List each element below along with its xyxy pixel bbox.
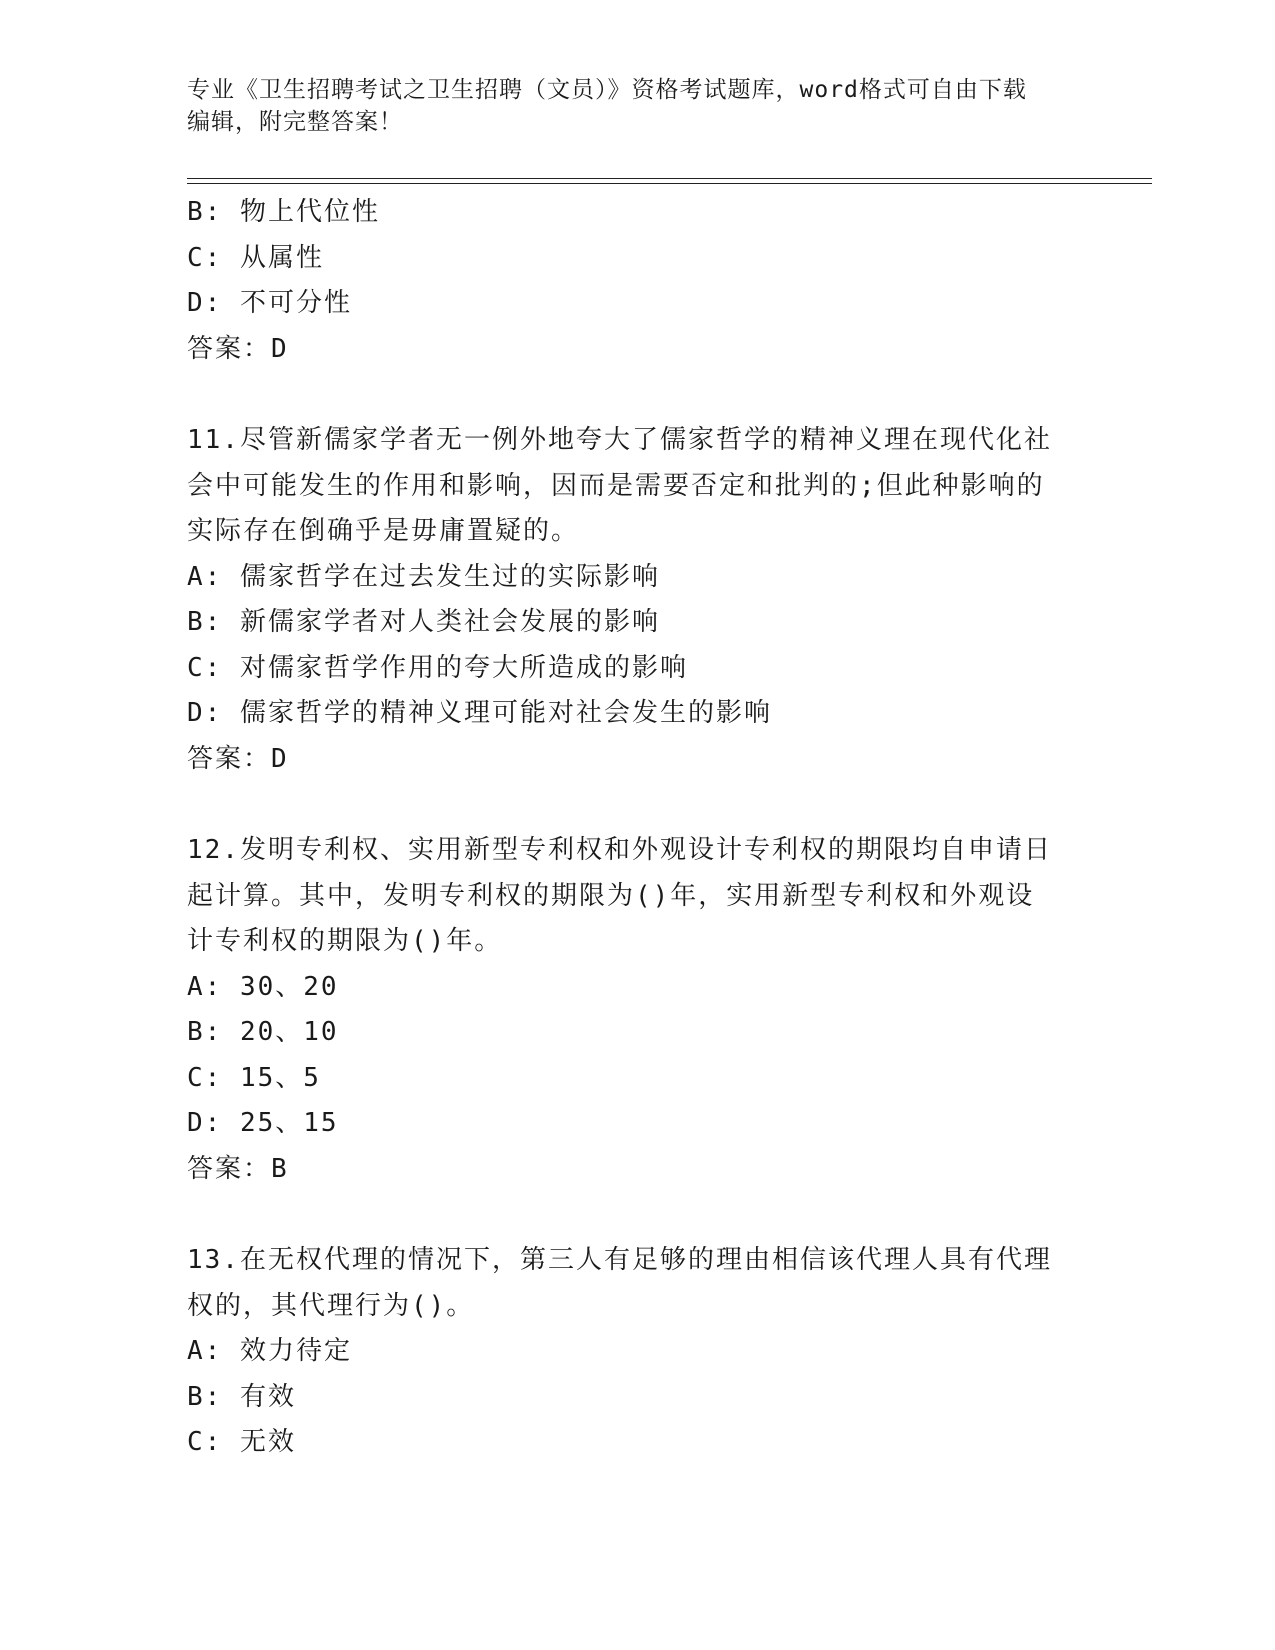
header-divider-top [187,178,1152,179]
header-line-2: 编辑，附完整答案！ [187,109,403,135]
question-text-line: 会中可能发生的作用和影响，因而是需要否定和批判的;但此种影响的 [187,470,1045,501]
question-text-line: 12.发明专利权、实用新型专利权和外观设计专利权的期限均自申请日 [187,835,1052,865]
option-c: C: 15、5 [187,1062,321,1093]
document-body [187,190,1087,1466]
document-header [187,74,1087,138]
question-text-line: 计专利权的期限为()年。 [187,926,503,956]
question-text-line: 权的，其代理行为()。 [187,1290,475,1321]
question-text-line: 实际存在倒确乎是毋庸置疑的。 [187,516,580,546]
option-b: B: 物上代位性 [187,197,380,227]
option-c: C: 无效 [187,1427,296,1457]
option-b: B: 有效 [187,1381,296,1412]
option-d: D: 25、15 [187,1108,339,1138]
answer: 答案：B [187,1153,289,1184]
option-b: B: 新儒家学者对人类社会发展的影响 [187,607,660,637]
option-a: A: 儒家哲学在过去发生过的实际影响 [187,561,660,592]
option-d: D: 儒家哲学的精神义理可能对社会发生的影响 [187,698,772,728]
option-b: B: 20、10 [187,1017,339,1047]
option-c: C: 从属性 [187,242,324,273]
question-11 [187,418,1087,782]
question-10-continuation [187,190,1087,372]
answer: 答案：D [187,743,289,774]
option-a: A: 效力待定 [187,1336,352,1366]
question-text-line: 起计算。其中，发明专利权的期限为()年，实用新型专利权和外观设 [187,880,1035,911]
header-divider-bottom [187,183,1152,184]
question-text-line: 13.在无权代理的情况下，第三人有足够的理由相信该代理人具有代理 [187,1245,1052,1275]
question-13 [187,1238,1087,1466]
answer: 答案：D [187,333,289,364]
question-12 [187,828,1087,1192]
header-line-1: 专业《卫生招聘考试之卫生招聘（文员）》资格考试题库，word格式可自由下载 [187,77,1027,103]
option-c: C: 对儒家哲学作用的夸大所造成的影响 [187,652,688,683]
option-d: D: 不可分性 [187,288,352,318]
option-a: A: 30、20 [187,971,339,1002]
question-text-line: 11.尽管新儒家学者无一例外地夸大了儒家哲学的精神义理在现代化社 [187,425,1052,455]
